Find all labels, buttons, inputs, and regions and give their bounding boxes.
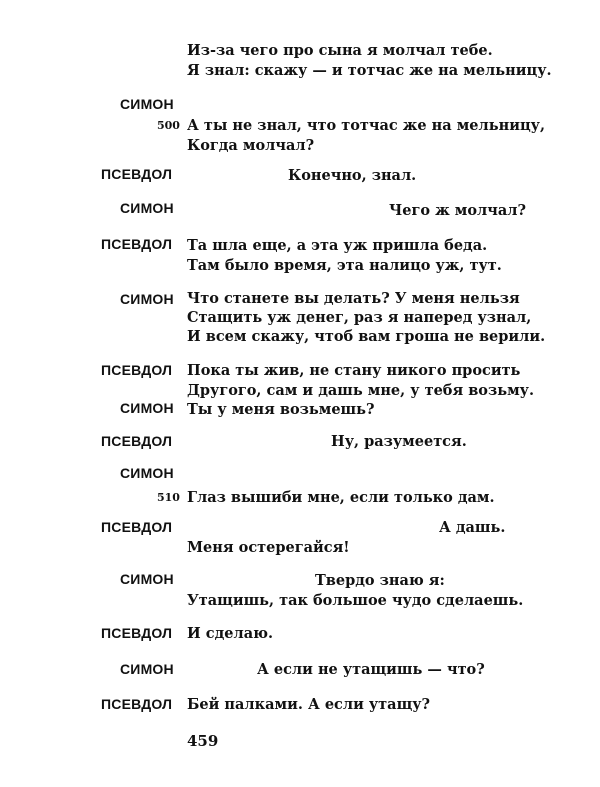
speaker-psevdol: ПСЕВДОЛ — [101, 433, 173, 449]
verse-line: И всем скажу, чтоб вам гроша не верили. — [187, 328, 546, 345]
verse-line: Пока ты жив, не стану никого просить — [187, 362, 521, 379]
verse-line: Стащить уж денег, раз я наперед узнал, — [187, 309, 532, 326]
verse-line: Ты у меня возьмешь? — [187, 401, 375, 418]
verse-line: Другого, сам и дашь мне, у тебя возьму. — [187, 382, 534, 399]
verse-line: Утащишь, так большое чудо сделаешь. — [187, 592, 524, 609]
verse-line: А дашь. — [439, 519, 506, 536]
verse-line: Из-за чего про сына я молчал тебе. — [187, 42, 493, 59]
speaker-psevdol: ПСЕВДОЛ — [101, 625, 173, 641]
speaker-simon: СИМОН — [120, 96, 174, 112]
speaker-psevdol: ПСЕВДОЛ — [101, 166, 173, 182]
line-number: 510 — [157, 491, 180, 504]
verse-line: А если не утащишь — что? — [257, 661, 485, 678]
verse-line: И сделаю. — [187, 625, 274, 642]
speaker-psevdol: ПСЕВДОЛ — [101, 519, 173, 535]
verse-line: Меня остерегайся! — [187, 539, 350, 556]
verse-line: А ты не знал, что тотчас же на мельницу, — [187, 117, 546, 134]
verse-line: Чего ж молчал? — [389, 202, 526, 219]
verse-line: Что станете вы делать? У меня нельзя — [187, 290, 520, 307]
page-number: 459 — [187, 732, 219, 750]
speaker-simon: СИМОН — [120, 200, 174, 216]
verse-line: Твердо знаю я: — [315, 572, 445, 589]
speaker-psevdol: ПСЕВДОЛ — [101, 236, 173, 252]
verse-line: Конечно, знал. — [288, 167, 417, 184]
speaker-psevdol: ПСЕВДОЛ — [101, 362, 173, 378]
speaker-psevdol: ПСЕВДОЛ — [101, 696, 173, 712]
verse-line: Бей палками. А если утащу? — [187, 696, 431, 713]
verse-line: Когда молчал? — [187, 137, 315, 154]
verse-line: Глаз вышиби мне, если только дам. — [187, 489, 495, 506]
speaker-simon: СИМОН — [120, 400, 174, 416]
verse-line: Я знал: скажу — и тотчас же на мельницу. — [187, 62, 552, 79]
line-number: 500 — [157, 119, 180, 132]
speaker-simon: СИМОН — [120, 661, 174, 677]
verse-line: Там было время, эта налицо уж, тут. — [187, 257, 502, 274]
speaker-simon: СИМОН — [120, 571, 174, 587]
speaker-simon: СИМОН — [120, 465, 174, 481]
verse-line: Та шла еще, а эта уж пришла беда. — [187, 237, 488, 254]
speaker-simon: СИМОН — [120, 291, 174, 307]
verse-line: Ну, разумеется. — [331, 433, 467, 450]
